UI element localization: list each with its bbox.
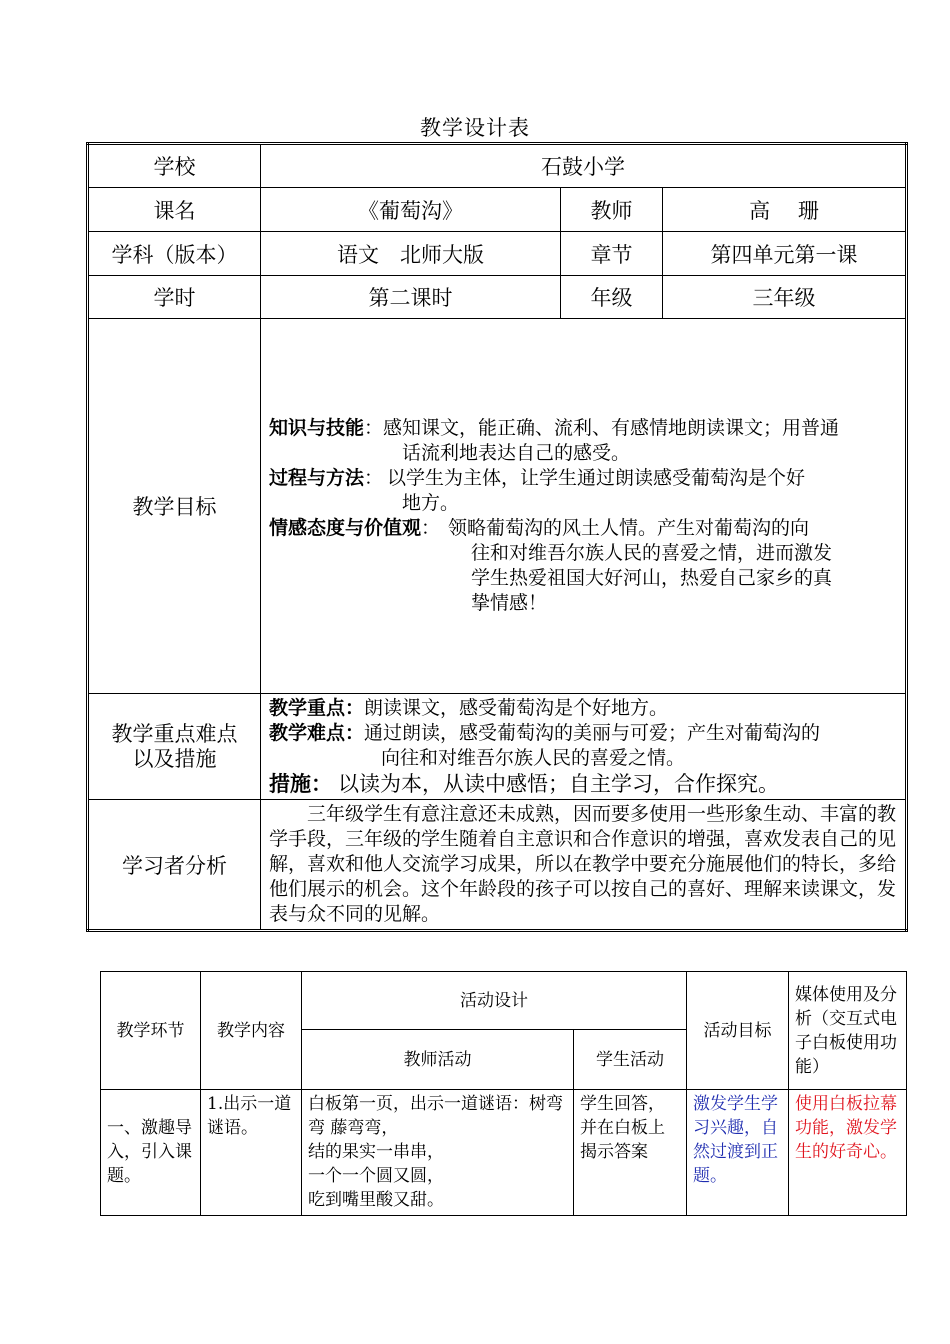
teacher-line-1: 白板第一页，出示一道谜语：树弯弯 藤弯弯，	[308, 1094, 563, 1138]
subject-label: 学科（版本）	[88, 232, 261, 276]
emotion-line4: 挚情感！	[471, 592, 548, 614]
row-course	[88, 188, 907, 232]
row-student-activity: 学生回答，并在白板上揭示答案	[574, 1090, 687, 1216]
process-colon: ：	[364, 467, 384, 489]
row-learner	[88, 800, 907, 931]
chapter-label: 章节	[561, 232, 663, 276]
course-value: 《葡萄沟》	[261, 188, 561, 232]
knowledge-line2: 话流利地表达自己的感受。	[402, 442, 631, 464]
keypoints-label-line1: 教学重点难点	[111, 721, 238, 746]
subject-value: 语文 北师大版	[261, 232, 561, 276]
difficulty-line2: 向往和对维吾尔族人民的喜爱之情。	[381, 747, 686, 769]
header-stage: 教学环节	[101, 972, 201, 1090]
header-design: 活动设计	[302, 972, 687, 1030]
header-goal: 活动目标	[687, 972, 789, 1090]
focus-text: 朗读课文，感受葡萄沟是个好地方。	[364, 697, 669, 719]
goals-content	[261, 319, 907, 694]
teacher-line-2: 结的果实一串串，	[308, 1142, 444, 1162]
emotion-line3: 学生热爱祖国大好河山，热爱自己家乡的真	[471, 567, 833, 589]
period-label: 学时	[88, 276, 261, 319]
school-value: 石鼓小学	[261, 144, 907, 188]
learner-text: 三年级学生有意注意还未成熟，因而要多使用一些形象生动、丰富的教学手段，三年级的学生随着自主意识和合作意识的增强，喜欢发表自己的见解，喜欢和他人交流学习成果，所以在教学中要充分施展他们的特长，多给他们展示的机会。这个年龄段的孩子可以按自己的喜好、理解来读课文，发表与众不同的见解。	[261, 800, 907, 931]
row-goals	[88, 319, 907, 694]
activity-header-row1	[101, 972, 907, 1030]
teacher-line-3: 一个一个圆又圆，	[308, 1166, 444, 1186]
process-line2: 地方。	[402, 492, 460, 514]
measure-text: 以读为本，从读中感悟；自主学习，合作探究。	[338, 772, 779, 796]
measure-label: 措施	[269, 771, 311, 796]
header-media: 媒体使用及分析（交互式电子白板使用功能）	[789, 972, 907, 1090]
emotion-line1: 领略葡萄沟的风土人情。产生对葡萄沟的向	[448, 517, 810, 539]
row-subject	[88, 232, 907, 276]
knowledge-line1: 感知课文，能正确、流利、有感情地朗读课文；用普通	[383, 417, 840, 439]
row-content: 1.出示一道谜语。	[201, 1090, 302, 1216]
course-label: 课名	[88, 188, 261, 232]
grade-value: 三年级	[663, 276, 907, 319]
emotion-line2: 往和对维吾尔族人民的喜爱之情，进而激发	[471, 542, 833, 564]
period-value: 第二课时	[261, 276, 561, 319]
process-line1: 以学生为主体，让学生通过朗读感受葡萄沟是个好	[387, 467, 806, 489]
process-label: 过程与方法	[269, 467, 365, 489]
activity-row	[101, 1090, 907, 1216]
keypoints-label-line2: 以及措施	[132, 746, 217, 771]
chapter-value: 第四单元第一课	[663, 232, 907, 276]
row-stage: 一、激趣导入，引入课题。	[101, 1090, 201, 1216]
row-keypoints	[88, 694, 907, 800]
lesson-info-table	[86, 142, 908, 932]
activity-table	[100, 971, 907, 1216]
emotion-label: 情感态度与价值观	[269, 517, 422, 539]
difficulty-label: 教学难点	[269, 722, 346, 744]
school-label: 学校	[88, 144, 261, 188]
header-teacher: 教师活动	[302, 1030, 574, 1090]
row-school	[88, 144, 907, 188]
focus-label: 教学重点	[269, 697, 346, 719]
emotion-colon: ：	[421, 517, 441, 539]
page-title: 教学设计表	[420, 116, 530, 140]
knowledge-colon: ：	[364, 417, 384, 439]
goals-label: 教学目标	[88, 319, 261, 694]
row-goal: 激发学生学习兴趣，自然过渡到正题。	[687, 1090, 789, 1216]
teacher-value: 高 珊	[663, 188, 907, 232]
knowledge-label: 知识与技能	[269, 417, 365, 439]
learner-label: 学习者分析	[88, 800, 261, 931]
row-media: 使用白板拉幕功能，激发学生的好奇心。	[789, 1090, 907, 1216]
header-content: 教学内容	[201, 972, 302, 1090]
grade-label: 年级	[561, 276, 663, 319]
difficulty-line1: 通过朗读，感受葡萄沟的美丽与可爱；产生对葡萄沟的	[364, 722, 821, 744]
keypoints-content: 教学重点：朗读课文，感受葡萄沟是个好地方。 教学难点：通过朗读，感受葡萄沟的美丽与可爱；产生对葡萄沟的 向往和对维吾尔族人民的喜爱之情。 措施： 以读为本，从读中感悟；自主学习，合作探究。	[261, 694, 907, 800]
teacher-label: 教师	[561, 188, 663, 232]
keypoints-label	[88, 694, 261, 800]
teacher-line-4: 吃到嘴里酸又甜。	[308, 1190, 444, 1210]
row-period	[88, 276, 907, 319]
row-teacher-activity	[302, 1090, 574, 1216]
header-student: 学生活动	[574, 1030, 687, 1090]
